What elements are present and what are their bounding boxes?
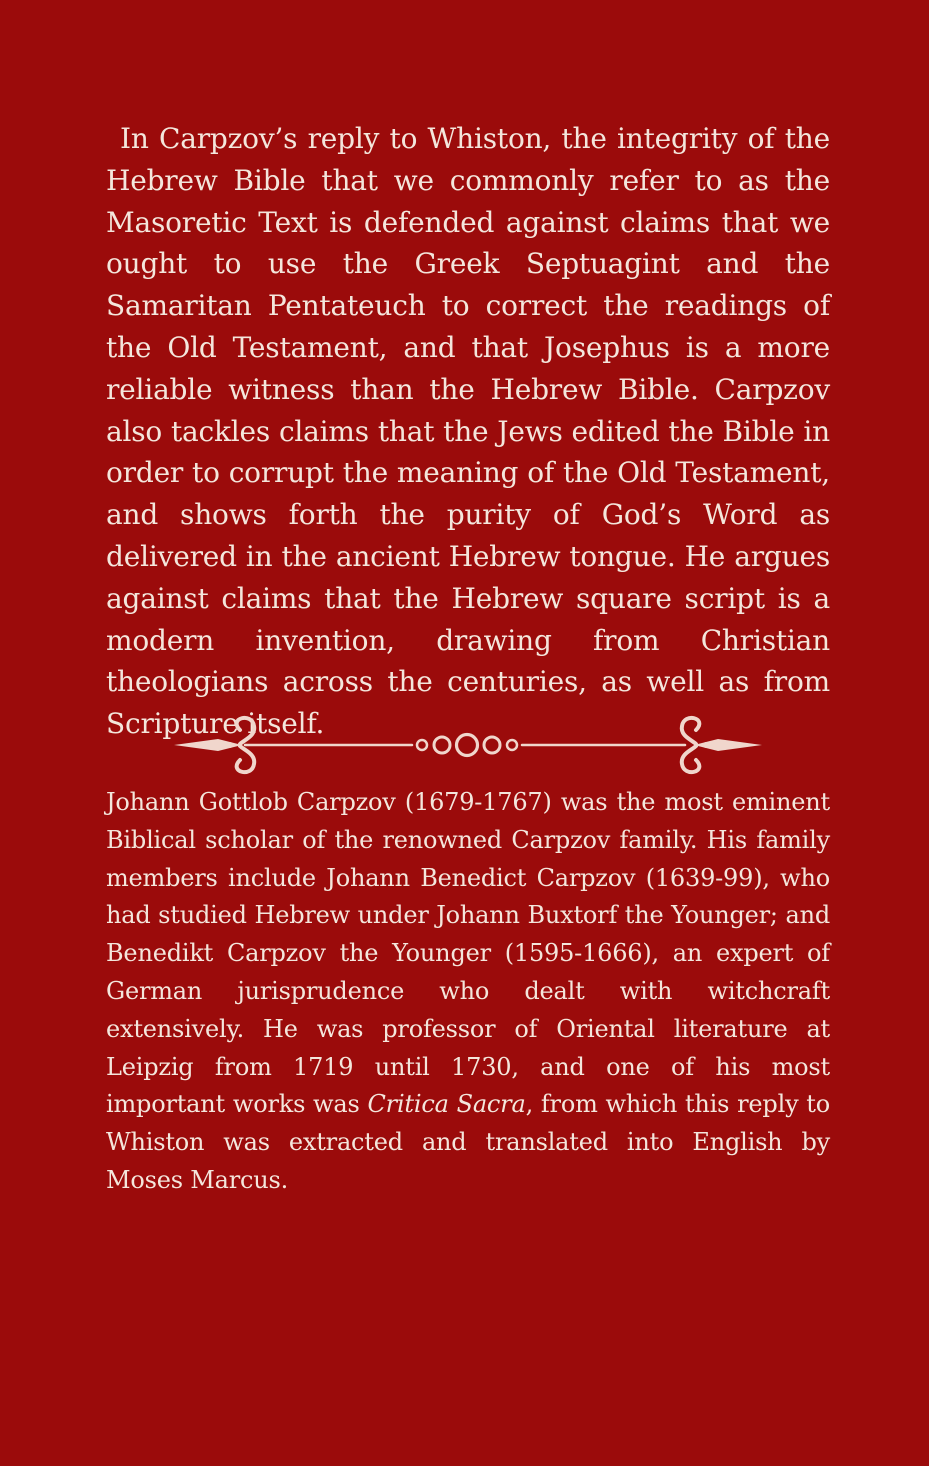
bio-text-part2: , from which this reply to Whiston was extracted and translated into English by Moses Marcus. (106, 1090, 830, 1194)
blurb-paragraph: In Carpzov’s reply to Whiston, the integrity of the Hebrew Bible that we commonly refer to as the Masoretic Text is defended against claims that we ought to use the Greek Septuagint and the Samaritan Pentateuch to correct the readings of the Old Testament, and that Josephus is a more reliable witness than the Hebrew Bible. Carpzov also tackles claims that the Jews edited the Bible in order to corrupt the meaning of the Old Testament, and shows forth the purity of God’s Word as delivered in the ancient Hebrew tongue. He argues against claims that the Hebrew square script is a modern invention, drawing from Christian theologians across the centuries, as well as from Scripture itself. (106, 122, 830, 741)
bio-text-part1: Johann Gottlob Carpzov (1679-1767) was the most eminent Biblical scholar of the renowned Carpzov family. His family members include Johann Benedict Carpzov (1639-99), who had studied Hebrew under Johann Buxtorf the Younger; and Benedikt Carpzov the Younger (1595-1666), an expert of German jurisprudence who dealt with witchcraft extensively. He was professor of Oriental literature at Leipzig from 1719 until 1730, and one of his most important works was (106, 788, 830, 1119)
author-bio-paragraph (106, 784, 830, 1200)
bio-italic-title: Critica Sacra (367, 1090, 526, 1119)
decorative-divider-icon (170, 710, 766, 780)
